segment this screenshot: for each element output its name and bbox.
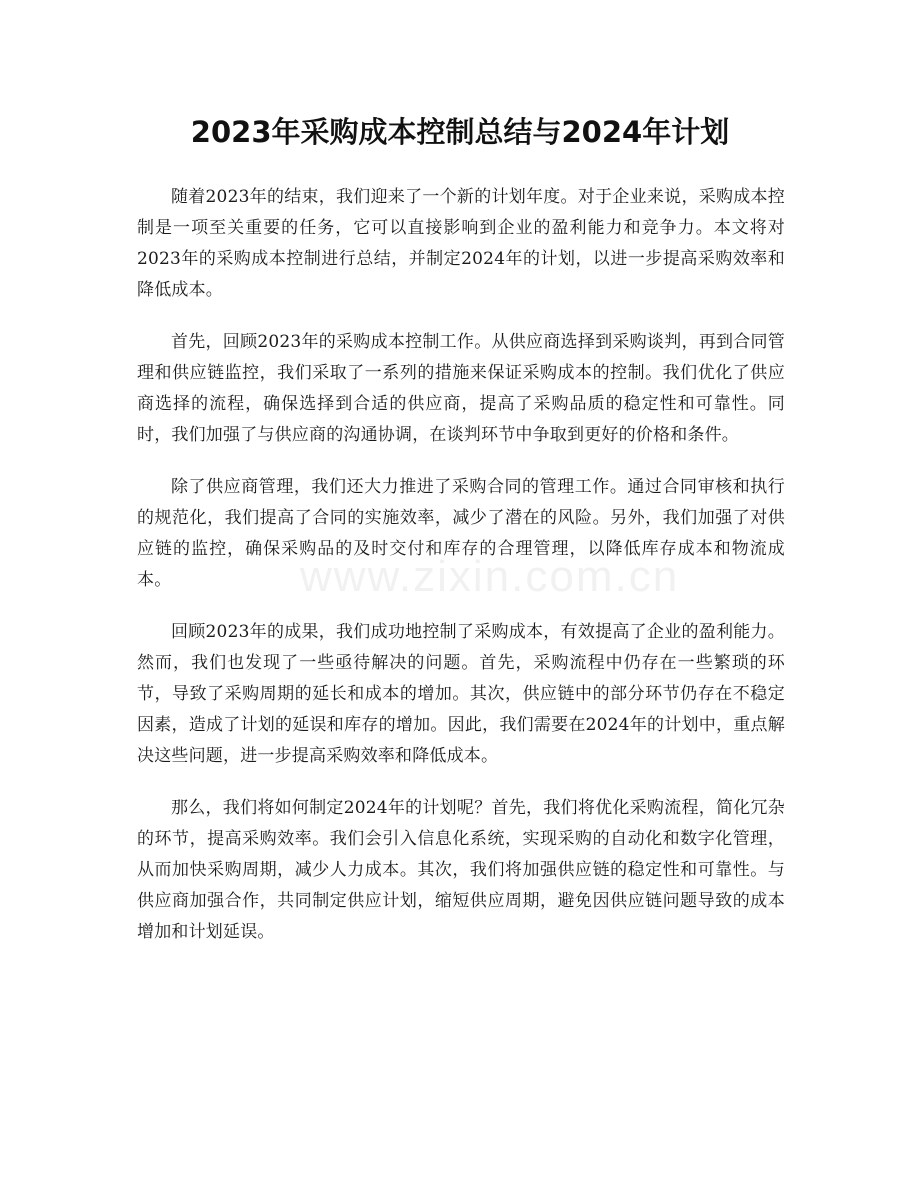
document-body (137, 182, 785, 969)
paragraph-4: 回顾2023年的成果，我们成功地控制了采购成本，有效提高了企业的盈利能力。然而，我们也发现了一些亟待解决的问题。首先，采购流程中仍存在一些繁琐的环节，导致了采购周期的延长和成本的增加。其次，供应链中的部分环节仍存在不稳定因素，造成了计划的延误和库存的增加。因此，我们需要在2024年的计划中，重点解决这些问题，进一步提高采购效率和降低成本。 (137, 622, 785, 766)
paragraph-2: 首先，回顾2023年的采购成本控制工作。从供应商选择到采购谈判，再到合同管理和供应链监控，我们采取了一系列的措施来保证采购成本的控制。我们优化了供应商选择的流程，确保选择到合适的供应商，提高了采购品质的稳定性和可靠性。同时，我们加强了与供应商的沟通协调，在谈判环节中争取到更好的价格和条件。 (137, 332, 785, 445)
paragraph-1: 随着2023年的结束，我们迎来了一个新的计划年度。对于企业来说，采购成本控制是一项至关重要的任务，它可以直接影响到企业的盈利能力和竞争力。本文将对2023年的采购成本控制进行总结，并制定2024年的计划，以进一步提高采购效率和降低成本。 (137, 187, 785, 300)
paragraph-5: 那么，我们将如何制定2024年的计划呢？首先，我们将优化采购流程，简化冗杂的环节，提高采购效率。我们会引入信息化系统，实现采购的自动化和数字化管理，从而加快采购周期，减少人力成本。其次，我们将加强供应链的稳定性和可靠性。与供应商加强合作，共同制定供应计划，缩短供应周期，避免因供应链问题导致的成本增加和计划延误。 (137, 798, 785, 942)
watermark: www.zixin.com.cn (300, 552, 680, 601)
paragraph-3: 除了供应商管理，我们还大力推进了采购合同的管理工作。通过合同审核和执行的规范化，我们提高了合同的实施效率，减少了潜在的风险。另外，我们加强了对供应链的监控，确保采购品的及时交付和库存的合理管理，以降低库存成本和物流成本。 (137, 477, 785, 590)
document-title: 2023年采购成本控制总结与2024年计划 (190, 115, 730, 149)
